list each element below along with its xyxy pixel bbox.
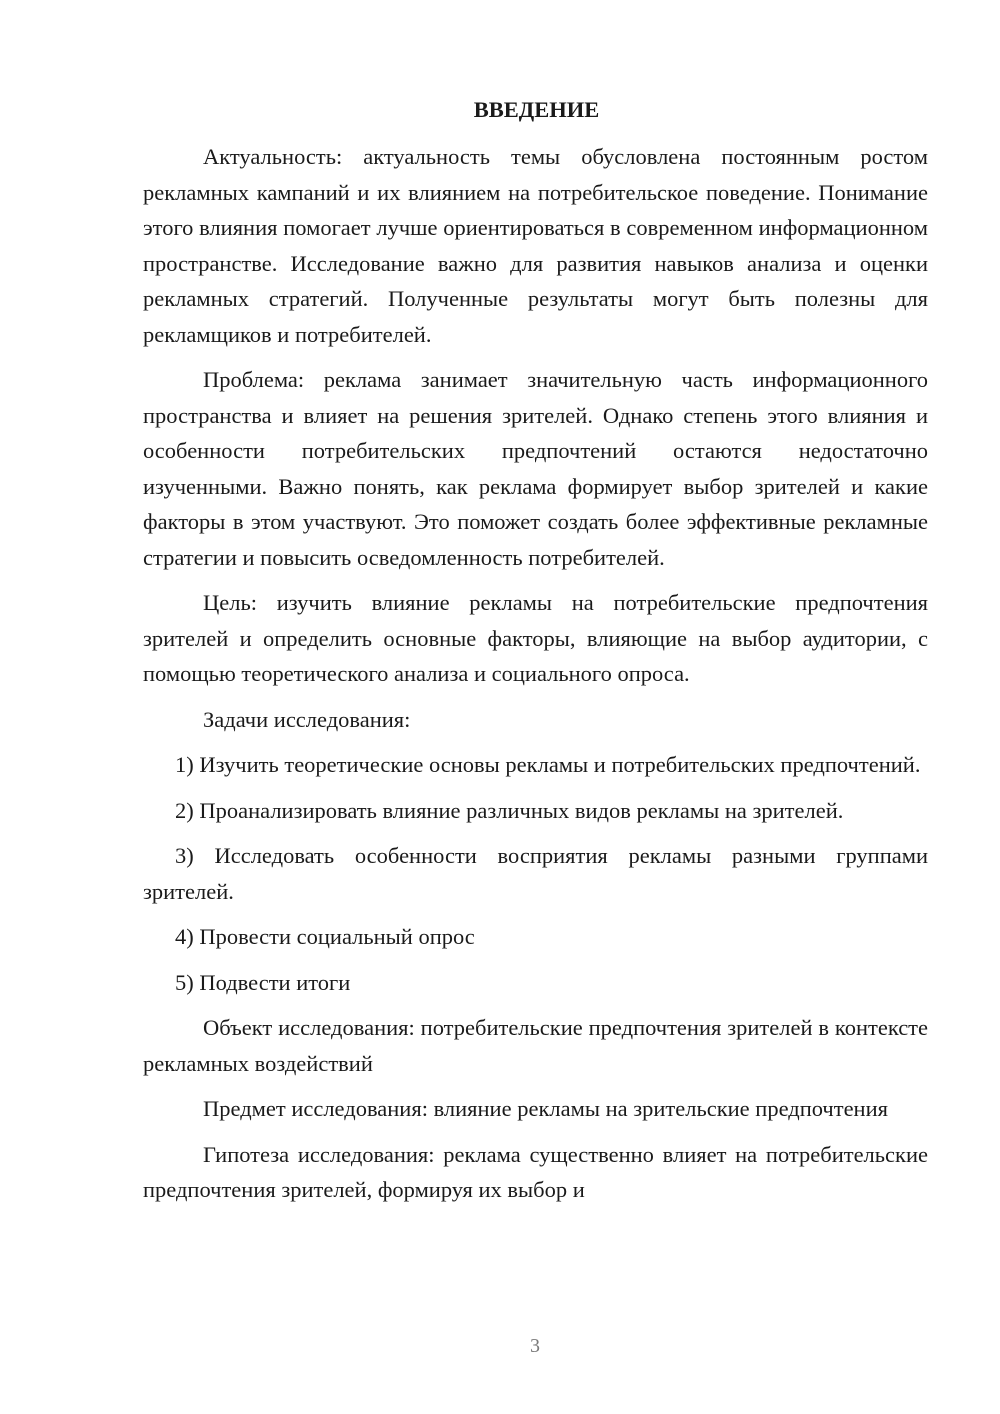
task-item: 1) Изучить теоретические основы рекламы и потребительских предпочтений. xyxy=(175,752,921,777)
paragraph-hypothesis: Гипотеза исследования: реклама существенно влияет на потребительские предпочтения зрителей, формируя их выбор и xyxy=(143,1141,928,1202)
paragraph-relevance: Актуальность: актуальность темы обусловлена постоянным ростом рекламных кампаний и их влиянием на потребительское поведение. Понимание этого влияния помогает лучше ориентироваться в современном информационном пространстве. Исследование важно для развития навыков анализа и оценки рекламных стратегий. Полученные результаты могут быть полезны для рекламщиков и потребителей. xyxy=(143,144,928,347)
paragraph-object: Объект исследования: потребительские предпочтения зрителей в контексте рекламных воздействий xyxy=(143,1015,928,1076)
paragraph-problem: Проблема: реклама занимает значительную часть информационного пространства и влияет на решения зрителей. Однако степень этого влияния и особенности потребительских предпочтений остаются недостаточно изученными. Важно понять, как реклама формирует выбор зрителей и какие факторы в этом участвуют. Это поможет создать более эффективные рекламные стратегии и повысить осведомленность потребителей. xyxy=(143,367,928,570)
paragraph-goal: Цель: изучить влияние рекламы на потребительские предпочтения зрителей и определить основные факторы, влияющие на выбор аудитории, с помощью теоретического анализа и социального опроса. xyxy=(143,590,928,686)
page-content xyxy=(143,95,928,1218)
task-item: 3) Исследовать особенности восприятия рекламы разными группами зрителей. xyxy=(143,843,928,904)
task-item: 2) Проанализировать влияние различных видов рекламы на зрителей. xyxy=(175,797,844,823)
paragraph-subject: Предмет исследования: влияние рекламы на зрительские предпочтения xyxy=(203,1096,888,1121)
task-item: 5) Подвести итоги xyxy=(175,969,351,995)
page-number: 3 xyxy=(530,1335,540,1357)
task-item: 4) Провести социальный опрос xyxy=(175,924,475,949)
tasks-label: Задачи исследования: xyxy=(203,706,411,732)
section-title: ВВЕДЕНИЕ xyxy=(473,97,600,122)
